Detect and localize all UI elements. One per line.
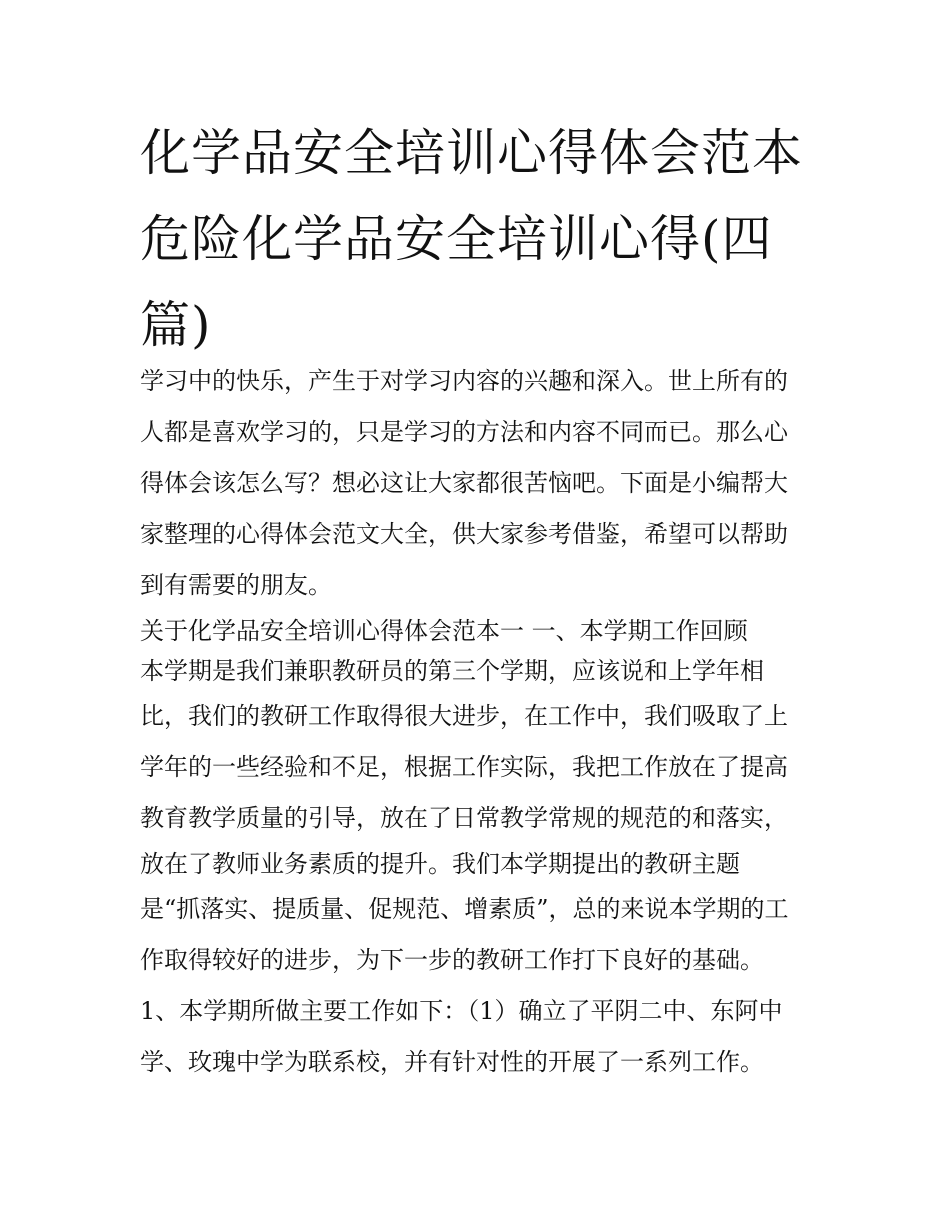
text-line: 放在了教师业务素质的提升。我们本学期提出的教研主题 [140,850,740,878]
document-body [140,356,820,1088]
text-line: 学年的一些经验和不足，根据工作实际，我把工作放在了提高 [140,753,788,781]
text-line: 比，我们的教研工作取得很大进步，在工作中，我们吸取了上 [140,702,788,730]
text-line: 家整理的心得体会范文大全，供大家参考借鉴，希望可以帮助 [140,520,788,548]
text-line: 人都是喜欢学习的，只是学习的方法和内容不同而已。那么心 [140,418,788,446]
text-line: 到有需要的朋友。 [140,571,332,599]
paragraph-theme [140,884,820,986]
title-line: 化学品安全培训心得体会范本 [140,124,803,182]
text-line: 学习中的快乐，产生于对学习内容的兴趣和深入。世上所有的 [140,367,788,395]
text-line: 本学期是我们兼职教研员的第三个学期，应该说和上学年相 [140,657,764,685]
text-line: 教育教学质量的引导，放在了日常教学常规的规范的和落实， [140,804,788,832]
paragraph-work-list [140,986,820,1088]
paragraph-intro [140,356,820,611]
text-line: 得体会该怎么写？想必这让大家都很苦恼吧。下面是小编帮大 [140,469,788,497]
text-line: 1、本学期所做主要工作如下：（1）确立了平阴二中、东阿中 [140,997,783,1025]
text-line: 作取得较好的进步，为下一步的教研工作打下良好的基础。 [140,946,764,974]
title-line: 篇) [140,296,212,354]
paragraph-section-heading [140,611,820,651]
title-line: 危险化学品安全培训心得(四 [140,210,773,268]
document-title [140,110,820,368]
text-line: 学、玫瑰中学为联系校，并有针对性的开展了一系列工作。 [140,1048,764,1076]
text-line: 关于化学品安全培训心得体会范本一 一、本学期工作回顾 [140,617,748,645]
paragraph-review [140,651,820,884]
text-line: 是“抓落实、提质量、促规范、增素质”，总的来说本学期的工 [140,895,789,923]
